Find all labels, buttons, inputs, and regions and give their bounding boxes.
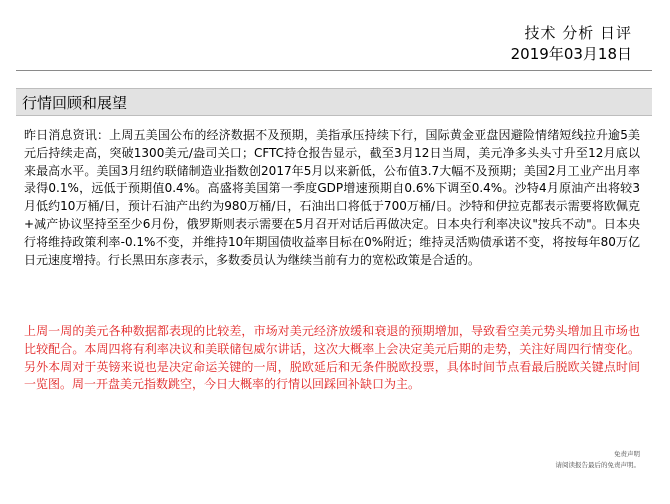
disclaimer-title: 免责声明 <box>614 450 640 458</box>
report-date: 2019年03月18日 <box>510 45 632 63</box>
section-title: 行情回顾和展望 <box>22 94 128 112</box>
disclaimer-note: 请阅读报告最后的免责声明。 <box>555 461 640 469</box>
section-header-bar <box>16 88 652 116</box>
report-type-title: 技术 分析 日评 <box>524 24 632 42</box>
header-divider <box>16 70 652 71</box>
outlook-paragraph: 上周一周的美元各种数据都表现的比较差，市场对美元经济放缓和衰退的预期增加，导致看空美元势头增加且市场也比较配合。本周四将有利率决议和美联储包威尔讲话，这次大概率上会决定美元后期的走势，关注好周四行情变化。另外本周对于英镑来说也是决定命运关键的一周，脱欧延后和无条件脱欧投票，具体时间节点看最后脱欧关键点时间一览图。周一开盘美元指数跳空，今日大概率的行情以回踩回补缺口为主。 <box>24 324 640 392</box>
news-paragraph: 昨日消息资讯：上周五美国公布的经济数据不及预期，美指承压持续下行，国际黄金亚盘因避险情绪短线拉升逾5美元后持续走高，突破1300美元/盎司关口；CFTC持仓报告显示，截至3月12日当周，美元净多头头寸升至12月底以来最高水平。美国3月纽约联储制造业指数创2017年5月以来新低，公布值3.7大幅不及预期；美国2月工业产出月率录得0.1%，远低于预期值0.4%。高盛将美国第一季度GDP增速预期自0.6%下调至0.4%。沙特4月原油产出将较3月低约10万桶/日，预计石油产出约为980万桶/日，石油出口将低于700万桶/日。沙特和伊拉克都表示需要将欧佩克+减产协议坚持至至少6月份，俄罗斯则表示需要在5月召开对话后再做决定。日本央行利率决议"按兵不动"。日本央行将维持政策利率-0.1%不变，并维持10年期国债收益率目标在0%附近；维持灵活购债承诺不变，将按每年80万亿日元速度增持。行长黑田东彦表示，多数委员认为继续当前有力的宽松政策是合适的。 <box>24 128 640 267</box>
